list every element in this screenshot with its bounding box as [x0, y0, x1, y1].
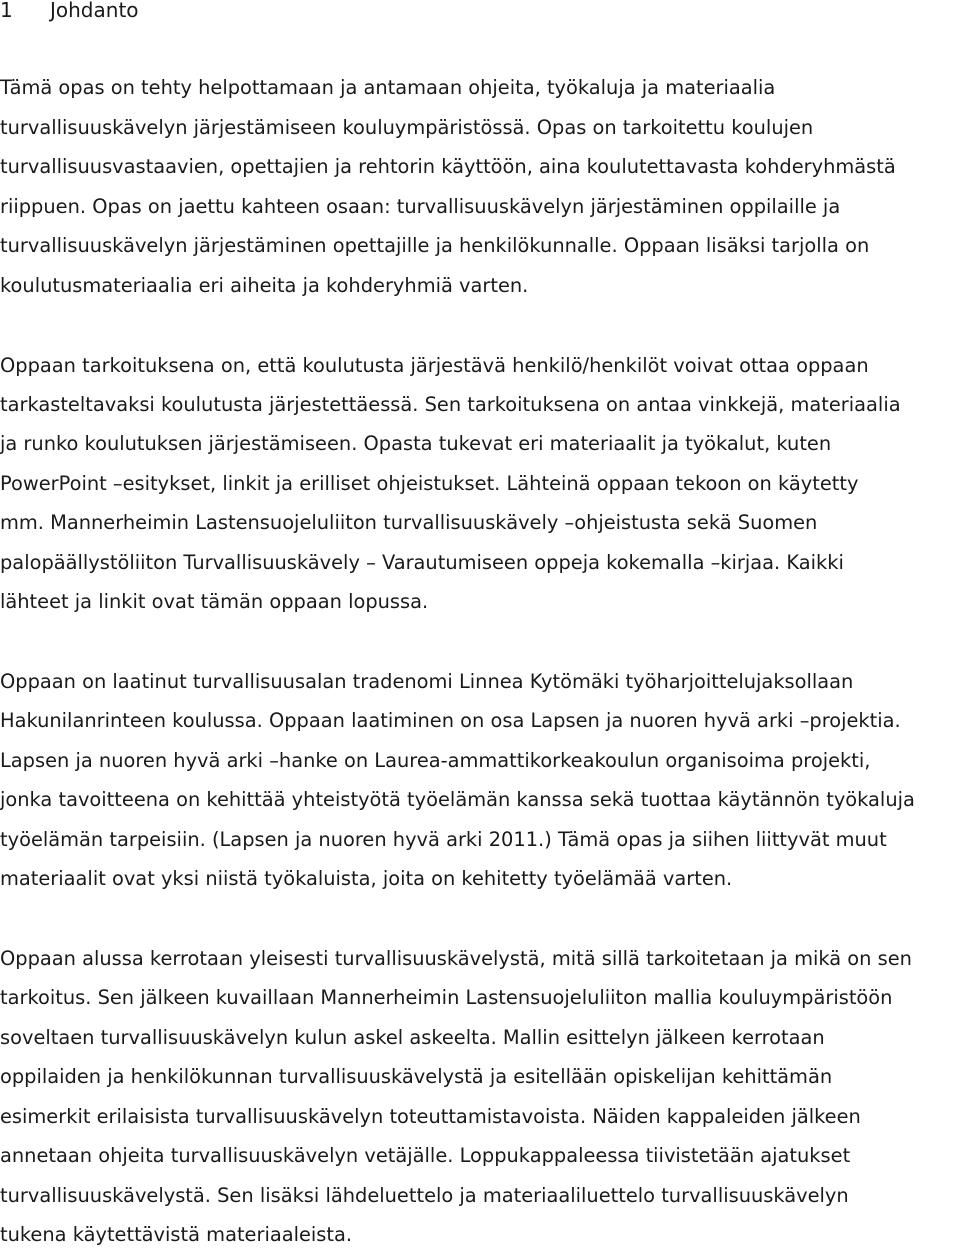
paragraph-line: työelämän tarpeisiin. (Lapsen ja nuoren hyvä arki 2011.) Tämä opas ja siihen liittyvät muut — [0, 828, 887, 851]
paragraph-line: PowerPoint –esitykset, linkit ja erilliset ohjeistukset. Lähteinä oppaan tekoon on käytetty — [0, 472, 859, 495]
paragraph-line: koulutusmateriaalia eri aiheita ja kohderyhmiä varten. — [0, 274, 529, 297]
paragraph-line: jonka tavoitteena on kehittää yhteistyötä työelämän kanssa sekä tuottaa käytännön työkaluja — [0, 788, 915, 811]
paragraph-line: esimerkit erilaisista turvallisuuskävelyn toteuttamistavoista. Näiden kappaleiden jälkeen — [0, 1105, 861, 1128]
paragraph-line: annetaan ohjeita turvallisuuskävelyn vetäjälle. Loppukappaleessa tiivistetään ajatukset — [0, 1144, 851, 1167]
paragraph-line: Oppaan alussa kerrotaan yleisesti turvallisuuskävelystä, mitä sillä tarkoitetaan ja mikä on sen — [0, 947, 912, 970]
paragraph-line: palopäällystöliiton Turvallisuuskävely – Varautumiseen oppeja kokemalla –kirjaa. Kaikki — [0, 551, 844, 574]
paragraph-line: Oppaan tarkoituksena on, että koulutusta järjestävä henkilö/henkilöt voivat ottaa oppaan — [0, 354, 869, 377]
paragraph-line: turvallisuuskävelyn järjestäminen opettajille ja henkilökunnalle. Oppaan lisäksi tarjolla on — [0, 234, 870, 257]
paragraph-line: Hakunilanrinteen koulussa. Oppaan laatiminen on osa Lapsen ja nuoren hyvä arki –projektia. — [0, 709, 901, 732]
paragraph-line: riippuen. Opas on jaettu kahteen osaan: turvallisuuskävelyn järjestäminen oppilaille ja — [0, 195, 841, 218]
paragraph-line: turvallisuuskävelyn järjestämiseen kouluympäristössä. Opas on tarkoitettu koulujen — [0, 116, 814, 139]
section-title: Johdanto — [50, 0, 139, 22]
paragraph-line: materiaalit ovat yksi niistä työkaluista, joita on kehitetty työelämää varten. — [0, 867, 733, 890]
paragraph-line: turvallisuuskävelystä. Sen lisäksi lähdeluettelo ja materiaaliluettelo turvallisuuskävelyn — [0, 1184, 849, 1207]
paragraph-line: mm. Mannerheimin Lastensuojeluliiton turvallisuuskävely –ohjeistusta sekä Suomen — [0, 511, 818, 534]
paragraph-line: soveltaen turvallisuuskävelyn kulun askel askeelta. Mallin esittelyn jälkeen kerrotaan — [0, 1026, 825, 1049]
paragraph-line: tukena käytettävistä materiaaleista. — [0, 1223, 353, 1246]
paragraph-line: Lapsen ja nuoren hyvä arki –hanke on Laurea-ammattikorkeakoulun organisoima projekti, — [0, 749, 871, 772]
paragraph-line: ja runko koulutuksen järjestämiseen. Opasta tukevat eri materiaalit ja työkalut, kuten — [0, 432, 832, 455]
paragraph-line: tarkoitus. Sen jälkeen kuvaillaan Mannerheimin Lastensuojeluliiton mallia kouluympäristöön — [0, 986, 893, 1009]
paragraph-line: Tämä opas on tehty helpottamaan ja antamaan ohjeita, työkaluja ja materiaalia — [0, 76, 776, 99]
paragraph-line: turvallisuusvastaavien, opettajien ja rehtorin käyttöön, aina koulutettavasta kohderyhmästä — [0, 155, 896, 178]
paragraph-line: tarkasteltavaksi koulutusta järjestettäessä. Sen tarkoituksena on antaa vinkkejä, materiaalia — [0, 393, 901, 416]
section-number: 1 — [0, 0, 13, 22]
paragraph-line: oppilaiden ja henkilökunnan turvallisuuskävelystä ja esitellään opiskelijan kehittämän — [0, 1065, 833, 1088]
paragraph-line: Oppaan on laatinut turvallisuusalan tradenomi Linnea Kytömäki työharjoittelujaksollaan — [0, 670, 854, 693]
paragraph-line: lähteet ja linkit ovat tämän oppaan lopussa. — [0, 590, 429, 613]
section-heading — [0, 0, 139, 23]
